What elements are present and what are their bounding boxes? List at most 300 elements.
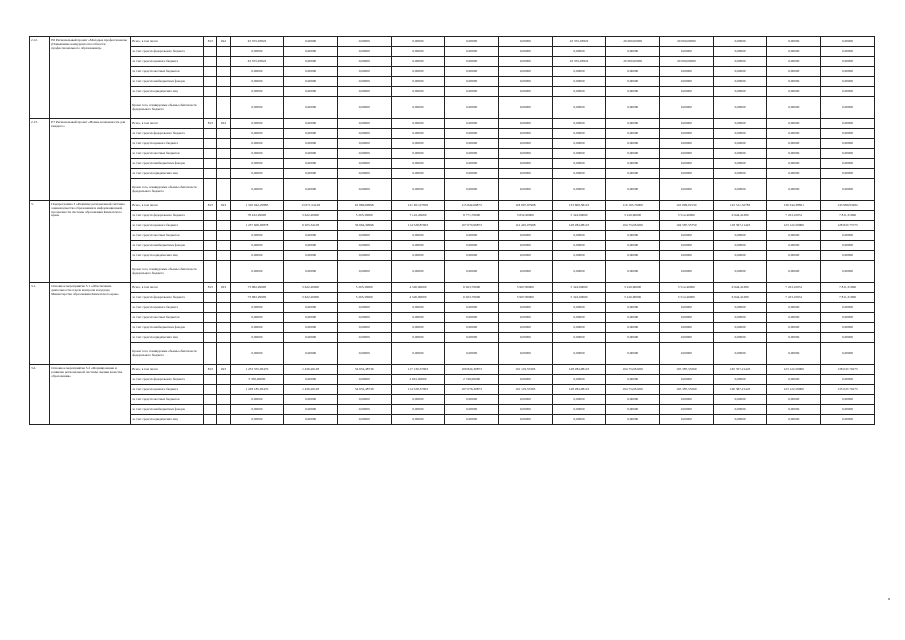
funding-source-label: за счет средств юридических лиц [131, 415, 204, 425]
budget-code-2: 022 [217, 119, 230, 129]
amount-cell: 0,00000 [606, 415, 660, 425]
amount-cell: 0,00000 [713, 159, 767, 169]
funding-source-label: Всего, в том числе: [131, 119, 204, 129]
amount-cell: 0,00000 [821, 415, 875, 425]
amount-cell: 0,00000 [498, 375, 552, 385]
amount-cell: 107 076,30873 [445, 385, 499, 395]
amount-cell: 6 944,41280 [713, 293, 767, 303]
funding-source-label: за счет средств краевого бюджета [131, 303, 204, 313]
amount-cell: 0,00000 [660, 47, 714, 57]
amount-cell: 0,00000 [391, 251, 445, 261]
amount-cell: 0,00000 [660, 313, 714, 323]
amount-cell: 0,00000 [552, 323, 606, 333]
amount-cell: 0,00000 [445, 343, 499, 365]
amount-cell: 0,00000 [606, 67, 660, 77]
funding-source-label: Кроме того, планируемые объемы обязательств федерального бюджета [131, 97, 204, 119]
amount-cell: 0,00000 [498, 333, 552, 343]
amount-cell: 2 601,00000 [391, 375, 445, 385]
amount-cell: 105 387,55560 [660, 365, 714, 375]
amount-cell: 0,00000 [445, 37, 499, 47]
amount-cell: 0,00000 [713, 323, 767, 333]
amount-cell: 0,00000 [821, 405, 875, 415]
funding-source-label: Всего, в том числе: [131, 365, 204, 375]
funding-source-label: за счет средств внебюджетных фондов [131, 405, 204, 415]
amount-cell: 0,00000 [713, 415, 767, 425]
amount-cell: 104 752,82200 [606, 365, 660, 375]
amount-cell: 0,00000 [767, 47, 821, 57]
funding-source-label: за счет средств юридических лиц [131, 169, 204, 179]
amount-cell: 0,00000 [230, 159, 284, 169]
amount-cell: 0,00000 [821, 179, 875, 201]
amount-cell: 5 416,90000 [606, 293, 660, 303]
amount-cell: 0,00000 [498, 323, 552, 333]
amount-cell: 0,00000 [337, 405, 391, 415]
amount-cell: 117 130,37903 [391, 365, 445, 375]
amount-cell: 0,00000 [230, 119, 284, 129]
amount-cell: 0,00000 [391, 149, 445, 159]
amount-cell: 0,00000 [660, 169, 714, 179]
amount-cell: 73 082,29995 [230, 293, 284, 303]
table-row [30, 159, 875, 169]
amount-cell: 0,00000 [660, 97, 714, 119]
amount-cell: 0,00000 [821, 139, 875, 149]
amount-cell: 0,00000 [284, 333, 338, 343]
amount-cell: 0,00000 [767, 415, 821, 425]
amount-cell: 1 233 355,95470 [230, 365, 284, 375]
funding-source-label: за счет средств краевого бюджета [131, 385, 204, 395]
amount-cell: 0,00000 [767, 251, 821, 261]
amount-cell: 110 119,55303 [498, 365, 552, 375]
amount-cell: 1 456,26128 [284, 365, 338, 375]
amount-cell: 0,00000 [284, 119, 338, 129]
amount-cell: 0,00000 [391, 47, 445, 57]
amount-cell: 0,00000 [391, 57, 445, 67]
amount-cell: 0,00000 [337, 97, 391, 119]
amount-cell: 7 811,31996 [821, 293, 875, 303]
amount-cell: 0,00000 [445, 415, 499, 425]
amount-cell: 0,00000 [337, 169, 391, 179]
amount-cell: 105 387,55560 [660, 385, 714, 395]
amount-cell: 123 122,59900 [767, 365, 821, 375]
amount-cell: 0,00000 [391, 303, 445, 313]
budget-code-2 [217, 293, 230, 303]
amount-cell: 7 223,10951 [767, 293, 821, 303]
amount-cell: 0,00000 [767, 97, 821, 119]
amount-cell: 0,00000 [284, 395, 338, 405]
amount-cell: 0,00000 [767, 241, 821, 251]
amount-cell: 104 752,82200 [606, 221, 660, 231]
funding-source-label: за счет средств местных бюджетов [131, 67, 204, 77]
amount-cell: 0,00000 [337, 343, 391, 365]
budget-code-1 [204, 47, 217, 57]
amount-cell: 0,00000 [660, 139, 714, 149]
amount-cell: 0,00000 [445, 57, 499, 67]
amount-cell: 0,00000 [391, 87, 445, 97]
budget-code-1 [204, 129, 217, 139]
amount-cell: 0,00000 [498, 251, 552, 261]
table-body [30, 37, 875, 425]
amount-cell: 5 416,90000 [606, 283, 660, 293]
amount-cell: 0,00000 [767, 87, 821, 97]
amount-cell: 5 205,30000 [337, 283, 391, 293]
amount-cell: 0,00000 [606, 119, 660, 129]
amount-cell: 5 324,00000 [552, 293, 606, 303]
budget-code-1: 813 [204, 37, 217, 47]
amount-cell: 118 367,11423 [713, 221, 767, 231]
amount-cell: 0,00000 [767, 179, 821, 201]
budget-code-1 [204, 221, 217, 231]
amount-cell: 0,00000 [391, 169, 445, 179]
amount-cell: 0,00000 [713, 313, 767, 323]
amount-cell: 20 000,00000 [660, 37, 714, 47]
budget-code-1 [204, 67, 217, 77]
amount-cell: 0,00000 [552, 119, 606, 129]
budget-code-2 [217, 415, 230, 425]
amount-cell: 0,00000 [821, 323, 875, 333]
amount-cell: 0,00000 [337, 395, 391, 405]
amount-cell: 1 316 042,25883 [230, 201, 284, 211]
amount-cell: 78 432,29995 [230, 211, 284, 221]
amount-cell: 0,00000 [498, 395, 552, 405]
amount-cell: 118 097,97908 [498, 201, 552, 211]
table-row [30, 231, 875, 241]
table-row [30, 323, 875, 333]
budget-code-2 [217, 241, 230, 251]
amount-cell: 0,00000 [230, 169, 284, 179]
amount-cell: 0,00000 [337, 149, 391, 159]
amount-cell: 0,00000 [767, 57, 821, 67]
amount-cell: 0,00000 [445, 87, 499, 97]
budget-code-1 [204, 261, 217, 283]
amount-cell: 0,00000 [552, 149, 606, 159]
amount-cell: 0,00000 [337, 37, 391, 47]
amount-cell: 0,00000 [391, 119, 445, 129]
amount-cell: 0,00000 [498, 179, 552, 201]
amount-cell: 0,00000 [391, 67, 445, 77]
amount-cell: 0,00000 [713, 97, 767, 119]
amount-cell: 0,00000 [230, 47, 284, 57]
amount-cell: 0,00000 [391, 231, 445, 241]
budget-code-1 [204, 169, 217, 179]
amount-cell: 43 355,03822 [230, 37, 284, 47]
amount-cell: 0,00000 [821, 87, 875, 97]
amount-cell: 115 842,60873 [445, 201, 499, 211]
amount-cell: 0,00000 [713, 241, 767, 251]
amount-cell: 0,00000 [230, 313, 284, 323]
amount-cell: 0,00000 [498, 87, 552, 97]
amount-cell: 0,00000 [660, 231, 714, 241]
amount-cell: 0,00000 [606, 303, 660, 313]
amount-cell: 128 847,75775 [821, 221, 875, 231]
budget-code-2 [217, 149, 230, 159]
amount-cell: 0,00000 [337, 241, 391, 251]
amount-cell: 0,00000 [821, 333, 875, 343]
amount-cell: 0,00000 [498, 97, 552, 119]
amount-cell: 138 047,70275 [821, 365, 875, 375]
amount-cell: 0,00000 [552, 169, 606, 179]
amount-cell: 0,00000 [337, 323, 391, 333]
table-row [30, 365, 875, 375]
amount-cell: 0,00000 [230, 395, 284, 405]
amount-cell: 0,00000 [713, 139, 767, 149]
budget-code-2: 023 [217, 283, 230, 293]
amount-cell: 0,00000 [284, 303, 338, 313]
amount-cell: 0,00000 [552, 159, 606, 169]
amount-cell: 128 284,98123 [552, 385, 606, 395]
amount-cell: 5 967,80000 [498, 293, 552, 303]
budget-code-2 [217, 251, 230, 261]
amount-cell: 0,00000 [821, 375, 875, 385]
table-row [30, 221, 875, 231]
funding-source-label: за счет средств федерального бюджета [131, 211, 204, 221]
amount-cell: 0,00000 [767, 159, 821, 169]
amount-cell: 112 445,07908 [498, 221, 552, 231]
amount-cell: 7 223,10951 [767, 211, 821, 221]
amount-cell: 0,00000 [606, 333, 660, 343]
amount-cell: 0,00000 [337, 415, 391, 425]
budget-code-2 [217, 313, 230, 323]
amount-cell: 1 228 185,95470 [230, 385, 284, 395]
amount-cell: 0,00000 [660, 241, 714, 251]
amount-cell: 0,00000 [445, 47, 499, 57]
amount-cell: 0,00000 [660, 149, 714, 159]
budget-code-2 [217, 221, 230, 231]
amount-cell: 0,00000 [821, 313, 875, 323]
budget-code-1 [204, 395, 217, 405]
amount-cell: 114 528,37903 [391, 385, 445, 395]
amount-cell: 0,00000 [230, 97, 284, 119]
amount-cell: 0,00000 [391, 323, 445, 333]
amount-cell: 0,00000 [552, 97, 606, 119]
amount-cell: 4 520,90000 [391, 293, 445, 303]
amount-cell: 125 311,52783 [713, 201, 767, 211]
amount-cell: 0,00000 [713, 149, 767, 159]
amount-cell: 54 652,48736 [337, 365, 391, 375]
amount-cell: 0,00000 [391, 139, 445, 149]
amount-cell: 43 355,03822 [552, 57, 606, 67]
amount-cell: 0,00000 [498, 231, 552, 241]
amount-cell: 0,00000 [552, 405, 606, 415]
amount-cell: 0,00000 [284, 179, 338, 201]
amount-cell: 0,00000 [606, 395, 660, 405]
budget-code-2 [217, 57, 230, 67]
amount-cell: 0,00000 [230, 323, 284, 333]
funding-source-label: Всего, в том числе: [131, 201, 204, 211]
amount-cell: 0,00000 [713, 37, 767, 47]
amount-cell: 0,00000 [606, 159, 660, 169]
funding-source-label: Кроме того, планируемые объемы обязательств федерального бюджета [131, 261, 204, 283]
amount-cell: 0,00000 [391, 333, 445, 343]
amount-cell: 0,00000 [230, 241, 284, 251]
table-row [30, 395, 875, 405]
amount-cell: 7 122,20000 [391, 211, 445, 221]
budget-code-1 [204, 241, 217, 251]
amount-cell: 0,00000 [230, 87, 284, 97]
amount-cell: 5 205,30000 [337, 211, 391, 221]
table-row [30, 313, 875, 323]
budget-code-1 [204, 303, 217, 313]
budget-code-1 [204, 87, 217, 97]
funding-source-label: за счет средств местных бюджетов [131, 149, 204, 159]
amount-cell: 121 651,07903 [391, 201, 445, 211]
amount-cell: 0,00000 [337, 313, 391, 323]
budget-code-1 [204, 385, 217, 395]
amount-cell: 0,00000 [767, 323, 821, 333]
amount-cell: 0,00000 [606, 169, 660, 179]
amount-cell: 0,00000 [606, 179, 660, 201]
amount-cell: 5 416,90000 [606, 211, 660, 221]
amount-cell: 43 355,03822 [552, 37, 606, 47]
amount-cell: 0,00000 [284, 313, 338, 323]
amount-cell: 0,00000 [498, 57, 552, 67]
amount-cell: 0,00000 [552, 139, 606, 149]
amount-cell: 0,00000 [660, 323, 714, 333]
amount-cell: 135 047,70275 [821, 385, 875, 395]
amount-cell: 0,00000 [230, 77, 284, 87]
amount-cell: 0,00000 [445, 159, 499, 169]
amount-cell: 0,00000 [284, 87, 338, 97]
budget-code-1: 813 [204, 365, 217, 375]
amount-cell: 0,00000 [821, 261, 875, 283]
amount-cell: 0,00000 [337, 179, 391, 201]
budget-code-2 [217, 211, 230, 221]
amount-cell: 0,00000 [445, 323, 499, 333]
amount-cell: 0,00000 [606, 47, 660, 57]
amount-cell: 0,00000 [391, 97, 445, 119]
amount-cell: 0,00000 [552, 343, 606, 365]
funding-source-label: за счет средств юридических лиц [131, 87, 204, 97]
amount-cell: 0,00000 [606, 241, 660, 251]
amount-cell: 0,00000 [337, 119, 391, 129]
amount-cell: 0,00000 [498, 241, 552, 251]
amount-cell: 0,00000 [713, 77, 767, 87]
table-row [30, 211, 875, 221]
amount-cell: 0,00000 [713, 169, 767, 179]
amount-cell: 0,00000 [498, 313, 552, 323]
amount-cell: 0,00000 [821, 343, 875, 365]
funding-source-label: Всего, в том числе: [131, 283, 204, 293]
amount-cell: 0,00000 [445, 169, 499, 179]
budget-code-1 [204, 293, 217, 303]
amount-cell: 0,00000 [821, 231, 875, 241]
amount-cell: 5 350,00000 [230, 375, 284, 385]
amount-cell: 0,00000 [445, 129, 499, 139]
budget-code-1 [204, 405, 217, 415]
amount-cell: 0,00000 [445, 119, 499, 129]
amount-cell: 0,00000 [660, 395, 714, 405]
amount-cell: 0,00000 [284, 97, 338, 119]
amount-cell: 0,00000 [445, 97, 499, 119]
amount-cell: 6 944,41280 [713, 211, 767, 221]
amount-cell: 0,00000 [498, 169, 552, 179]
funding-source-label: за счет средств федерального бюджета [131, 293, 204, 303]
amount-cell: 0,00000 [606, 129, 660, 139]
funding-source-label: за счет средств местных бюджетов [131, 313, 204, 323]
amount-cell: 7 811,31996 [821, 211, 875, 221]
amount-cell: 0,00000 [498, 149, 552, 159]
amount-cell: 0,00000 [660, 129, 714, 139]
funding-source-label: за счет средств краевого бюджета [131, 221, 204, 231]
amount-cell: 110 163,70000 [606, 201, 660, 211]
funding-source-label: Всего, в том числе: [131, 37, 204, 47]
amount-cell: 7 223,10951 [767, 283, 821, 293]
amount-cell: 56 664,39996 [337, 221, 391, 231]
amount-cell: 0,00000 [713, 179, 767, 201]
amount-cell: 0,00000 [284, 129, 338, 139]
budget-code-1 [204, 231, 217, 241]
amount-cell: 0,00000 [337, 251, 391, 261]
amount-cell: 20 000,00000 [606, 37, 660, 47]
table-row [30, 201, 875, 211]
amount-cell: 0,00000 [391, 77, 445, 87]
item-number: 3.1. [30, 283, 50, 365]
amount-cell: 0,00000 [821, 251, 875, 261]
amount-cell: 0,00000 [552, 395, 606, 405]
table-row [30, 57, 875, 67]
amount-cell: 0,00000 [445, 251, 499, 261]
amount-cell: 0,00000 [552, 261, 606, 283]
amount-cell: 0,00000 [337, 159, 391, 169]
amount-cell: 0,00000 [767, 37, 821, 47]
amount-cell: 0,00000 [606, 97, 660, 119]
amount-cell: 4 520,90000 [391, 283, 445, 293]
amount-cell: 0,00000 [821, 37, 875, 47]
amount-cell: 0,00000 [767, 67, 821, 77]
amount-cell: 0,00000 [713, 303, 767, 313]
amount-cell: 0,00000 [552, 313, 606, 323]
funding-source-label: Кроме того, планируемые объемы обязательств федерального бюджета [131, 179, 204, 201]
amount-cell: 109 824,30873 [445, 365, 499, 375]
amount-cell: 0,00000 [284, 57, 338, 67]
amount-cell: 0,00000 [230, 343, 284, 365]
amount-cell: 0,00000 [337, 333, 391, 343]
amount-cell: 0,00000 [606, 375, 660, 385]
amount-cell: 0,00000 [498, 139, 552, 149]
amount-cell: 0,00000 [660, 343, 714, 365]
amount-cell: 0,00000 [660, 251, 714, 261]
budget-code-2 [217, 333, 230, 343]
amount-cell: 0,00000 [498, 129, 552, 139]
amount-cell: 0,00000 [337, 139, 391, 149]
budget-code-1 [204, 97, 217, 119]
budget-code-1 [204, 211, 217, 221]
table-row [30, 179, 875, 201]
program-name: Подпрограмма 3 «Развитие региональной системы оценки качества образования и информационной прозрачности системы образования Камчатского края» [50, 201, 131, 283]
amount-cell: 0,00000 [284, 375, 338, 385]
amount-cell: 0,00000 [284, 251, 338, 261]
budget-table [29, 36, 875, 425]
amount-cell: 114 528,87903 [391, 221, 445, 231]
amount-cell: 0,00000 [337, 57, 391, 67]
amount-cell: 0,00000 [552, 77, 606, 87]
funding-source-label: за счет средств федерального бюджета [131, 47, 204, 57]
amount-cell: 0,00000 [498, 303, 552, 313]
table-row [30, 283, 875, 293]
amount-cell: 0,00000 [284, 415, 338, 425]
amount-cell: 128 284,98123 [552, 365, 606, 375]
table-row [30, 415, 875, 425]
amount-cell: 1 237 609,95878 [230, 221, 284, 231]
table-row [30, 343, 875, 365]
amount-cell: 0,00000 [821, 77, 875, 87]
amount-cell: 0,00000 [767, 139, 821, 149]
amount-cell: 0,00000 [660, 67, 714, 77]
funding-source-label: за счет средств федерального бюджета [131, 129, 204, 139]
table-row [30, 129, 875, 139]
amount-cell: 5 622,20000 [284, 211, 338, 221]
amount-cell: 0,00000 [337, 87, 391, 97]
table-row [30, 77, 875, 87]
